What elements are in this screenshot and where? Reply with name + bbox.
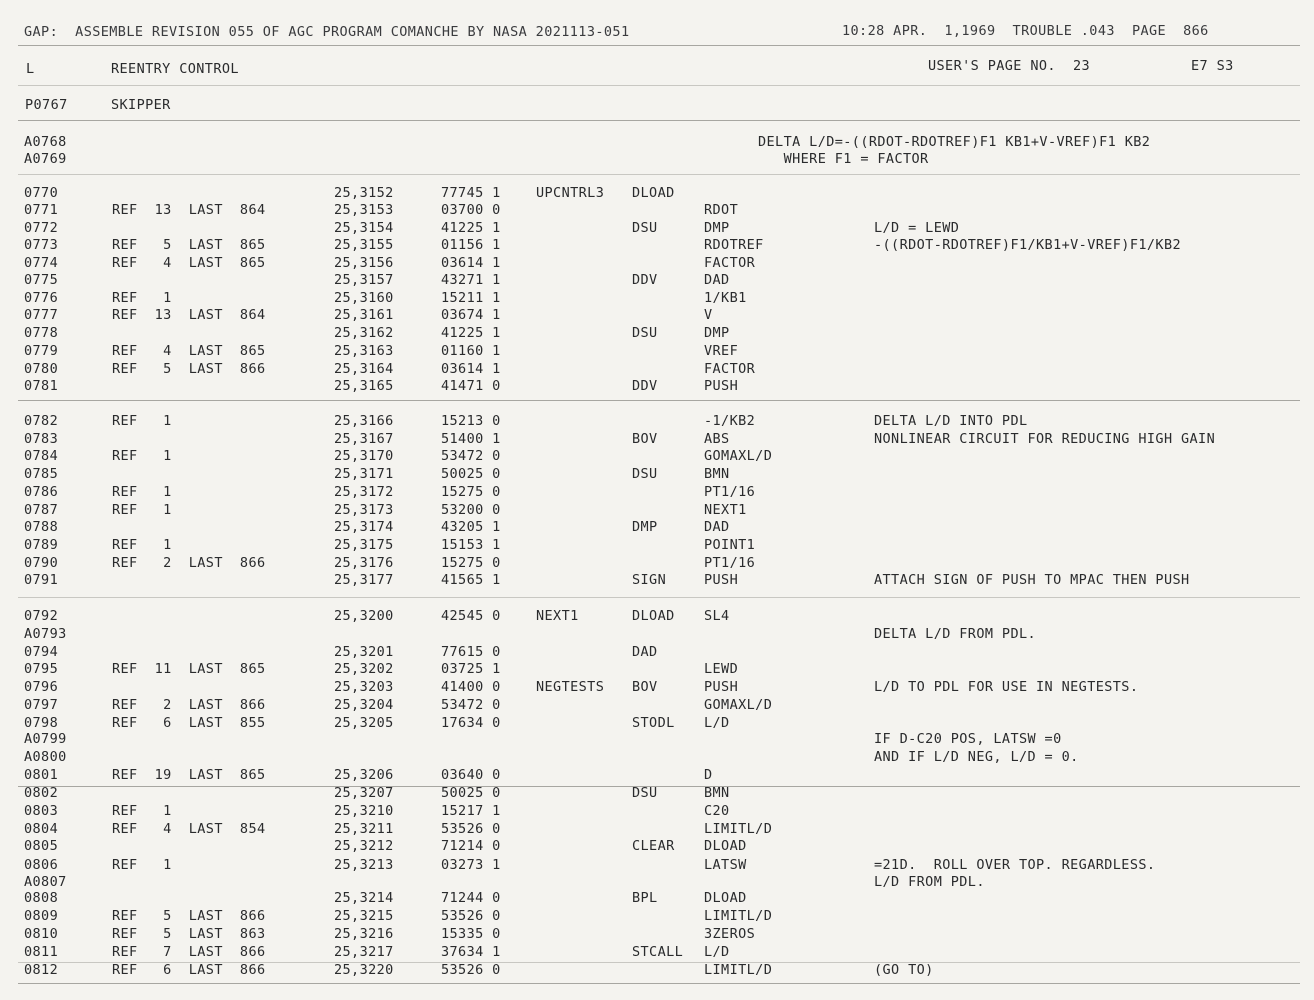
listing-operand: PUSH bbox=[704, 679, 739, 695]
listing-operand: PT1/16 bbox=[704, 555, 756, 571]
listing-cross-reference: REF 1 bbox=[112, 448, 172, 464]
listing-cross-reference: REF 6 LAST 866 bbox=[112, 962, 266, 978]
listing-operand: DAD bbox=[704, 519, 730, 535]
listing-operand: SL4 bbox=[704, 608, 730, 624]
listing-opcode: CLEAR bbox=[632, 838, 675, 854]
paper-rule bbox=[18, 400, 1300, 401]
listing-cross-reference: REF 19 LAST 865 bbox=[112, 767, 266, 783]
paper-rule bbox=[18, 786, 1300, 787]
listing-octal-word: 43205 1 bbox=[441, 519, 501, 535]
listing-address: 25,3210 bbox=[334, 803, 394, 819]
listing-operand: LEWD bbox=[704, 661, 739, 677]
listing-address: 25,3154 bbox=[334, 220, 394, 236]
header-right: 10:28 APR. 1,1969 TROUBLE .043 PAGE 866 bbox=[842, 23, 1209, 39]
listing-cross-reference: REF 4 LAST 854 bbox=[112, 821, 266, 837]
listing-operand: BMN bbox=[704, 466, 730, 482]
listing-octal-word: 03640 0 bbox=[441, 767, 501, 783]
listing-operand: DLOAD bbox=[704, 838, 747, 854]
listing-octal-word: 53526 0 bbox=[441, 908, 501, 924]
listing-operand: DLOAD bbox=[704, 890, 747, 906]
listing-line-number: 0787 bbox=[24, 502, 59, 518]
listing-operand: D bbox=[704, 767, 713, 783]
listing-comment: DELTA L/D INTO PDL bbox=[874, 413, 1028, 429]
listing-line-number: 0797 bbox=[24, 697, 59, 713]
listing-operand: PUSH bbox=[704, 572, 739, 588]
listing-operand: RDOT bbox=[704, 202, 739, 218]
listing-address: 25,3176 bbox=[334, 555, 394, 571]
listing-octal-word: 03273 1 bbox=[441, 857, 501, 873]
listing-operand: LATSW bbox=[704, 857, 747, 873]
listing-line-number: 0779 bbox=[24, 343, 59, 359]
listing-opcode: DLOAD bbox=[632, 608, 675, 624]
listing-opcode: STCALL bbox=[632, 944, 684, 960]
listing-address: 25,3165 bbox=[334, 378, 394, 394]
listing-opcode: DAD bbox=[632, 644, 658, 660]
listing-octal-word: 15211 1 bbox=[441, 290, 501, 306]
listing-operand: LIMITL/D bbox=[704, 821, 773, 837]
listing-octal-word: 37634 1 bbox=[441, 944, 501, 960]
listing-octal-word: 15217 1 bbox=[441, 803, 501, 819]
subheader-mark: L bbox=[26, 61, 35, 77]
listing-octal-word: 03614 1 bbox=[441, 361, 501, 377]
listing-comment: (GO TO) bbox=[874, 962, 934, 978]
listing-address: 25,3172 bbox=[334, 484, 394, 500]
listing-line-number: 0796 bbox=[24, 679, 59, 695]
listing-cross-reference: REF 11 LAST 865 bbox=[112, 661, 266, 677]
listing-cross-reference: REF 5 LAST 863 bbox=[112, 926, 266, 942]
listing-symbol-label: NEGTESTS bbox=[536, 679, 605, 695]
listing-line-number: 0795 bbox=[24, 661, 59, 677]
listing-opcode: DDV bbox=[632, 272, 658, 288]
listing-address: 25,3167 bbox=[334, 431, 394, 447]
listing-address: 25,3160 bbox=[334, 290, 394, 306]
listing-octal-word: 17634 0 bbox=[441, 715, 501, 731]
listing-octal-word: 50025 0 bbox=[441, 466, 501, 482]
listing-octal-word: 71214 0 bbox=[441, 838, 501, 854]
listing-octal-word: 53472 0 bbox=[441, 448, 501, 464]
paper-rule bbox=[18, 45, 1300, 46]
listing-comment: L/D TO PDL FOR USE IN NEGTESTS. bbox=[874, 679, 1139, 695]
listing-octal-word: 15275 0 bbox=[441, 484, 501, 500]
listing-cross-reference: REF 1 bbox=[112, 857, 172, 873]
listing-cross-reference: REF 2 LAST 866 bbox=[112, 697, 266, 713]
listing-operand: GOMAXL/D bbox=[704, 448, 773, 464]
listing-operand: 1/KB1 bbox=[704, 290, 747, 306]
listing-line-number: A0799 bbox=[24, 731, 67, 747]
listing-line-number: 0801 bbox=[24, 767, 59, 783]
listing-octal-word: 03614 1 bbox=[441, 255, 501, 271]
listing-symbol-label: NEXT1 bbox=[536, 608, 579, 624]
listing-address: 25,3213 bbox=[334, 857, 394, 873]
listing-comment: L/D FROM PDL. bbox=[874, 874, 985, 890]
listing-address: 25,3162 bbox=[334, 325, 394, 341]
listing-cross-reference: REF 1 bbox=[112, 290, 172, 306]
listing-address: 25,3153 bbox=[334, 202, 394, 218]
listing-line-number: 0803 bbox=[24, 803, 59, 819]
listing-address: 25,3205 bbox=[334, 715, 394, 731]
listing-comment: DELTA L/D FROM PDL. bbox=[874, 626, 1037, 642]
listing-line-number: 0773 bbox=[24, 237, 59, 253]
listing-address: 25,3155 bbox=[334, 237, 394, 253]
listing-comment: DELTA L/D=-((RDOT-RDOTREF)F1 KB1+V-VREF)F1 KB2 bbox=[758, 134, 1151, 150]
listing-symbol-label: UPCNTRL3 bbox=[536, 185, 605, 201]
listing-line-number: 0783 bbox=[24, 431, 59, 447]
listing-line-number: A0793 bbox=[24, 626, 67, 642]
listing-octal-word: 50025 0 bbox=[441, 785, 501, 801]
listing-cross-reference: REF 2 LAST 866 bbox=[112, 555, 266, 571]
listing-octal-word: 41225 1 bbox=[441, 325, 501, 341]
listing-line-number: 0794 bbox=[24, 644, 59, 660]
listing-comment: IF D-C20 POS, LATSW =0 bbox=[874, 731, 1062, 747]
listing-line-number: 0812 bbox=[24, 962, 59, 978]
listing-octal-word: 71244 0 bbox=[441, 890, 501, 906]
listing-address: 25,3173 bbox=[334, 502, 394, 518]
listing-operand: FACTOR bbox=[704, 255, 756, 271]
listing-octal-word: 01160 1 bbox=[441, 343, 501, 359]
listing-octal-word: 53472 0 bbox=[441, 697, 501, 713]
listing-address: 25,3171 bbox=[334, 466, 394, 482]
listing-address: 25,3174 bbox=[334, 519, 394, 535]
listing-operand: DMP bbox=[704, 220, 730, 236]
listing-opcode: DSU bbox=[632, 785, 658, 801]
listing-octal-word: 51400 1 bbox=[441, 431, 501, 447]
listing-line-number: 0771 bbox=[24, 202, 59, 218]
listing-line-number: 0811 bbox=[24, 944, 59, 960]
listing-cross-reference: REF 13 LAST 864 bbox=[112, 307, 266, 323]
listing-line-number: 0777 bbox=[24, 307, 59, 323]
listing-address: 25,3212 bbox=[334, 838, 394, 854]
listing-address: 25,3164 bbox=[334, 361, 394, 377]
listing-operand: V bbox=[704, 307, 713, 323]
listing-comment: WHERE F1 = FACTOR bbox=[758, 151, 929, 167]
listing-opcode: DLOAD bbox=[632, 185, 675, 201]
user-page-number: USER'S PAGE NO. 23 bbox=[928, 58, 1091, 74]
listing-address: 25,3215 bbox=[334, 908, 394, 924]
listing-octal-word: 41400 0 bbox=[441, 679, 501, 695]
listing-opcode: SIGN bbox=[632, 572, 667, 588]
listing-address: 25,3163 bbox=[334, 343, 394, 359]
listing-cross-reference: REF 6 LAST 855 bbox=[112, 715, 266, 731]
listing-address: 25,3214 bbox=[334, 890, 394, 906]
listing-address: 25,3175 bbox=[334, 537, 394, 553]
listing-line-number: 0792 bbox=[24, 608, 59, 624]
listing-opcode: BPL bbox=[632, 890, 658, 906]
listing-operand: LIMITL/D bbox=[704, 962, 773, 978]
listing-octal-word: 15335 0 bbox=[441, 926, 501, 942]
listing-line-number: A0768 bbox=[24, 134, 67, 150]
listing-opcode: DSU bbox=[632, 466, 658, 482]
listing-cross-reference: REF 7 LAST 866 bbox=[112, 944, 266, 960]
listing-cross-reference: REF 5 LAST 866 bbox=[112, 908, 266, 924]
listing-operand: PUSH bbox=[704, 378, 739, 394]
listing-octal-word: 03725 1 bbox=[441, 661, 501, 677]
listing-line-number: 0810 bbox=[24, 926, 59, 942]
listing-cross-reference: REF 5 LAST 866 bbox=[112, 361, 266, 377]
listing-line-number: 0798 bbox=[24, 715, 59, 731]
listing-operand: 3ZEROS bbox=[704, 926, 756, 942]
listing-cross-reference: REF 5 LAST 865 bbox=[112, 237, 266, 253]
listing-cross-reference: REF 1 bbox=[112, 803, 172, 819]
listing-octal-word: 53526 0 bbox=[441, 821, 501, 837]
paper-rule bbox=[18, 120, 1300, 121]
listing-address: 25,3152 bbox=[334, 185, 394, 201]
listing-address: 25,3203 bbox=[334, 679, 394, 695]
listing-comment: NONLINEAR CIRCUIT FOR REDUCING HIGH GAIN bbox=[874, 431, 1216, 447]
listing-address: 25,3217 bbox=[334, 944, 394, 960]
listing-line-number: 0786 bbox=[24, 484, 59, 500]
listing-operand: ABS bbox=[704, 431, 730, 447]
listing-line-number: 0781 bbox=[24, 378, 59, 394]
listing-octal-word: 01156 1 bbox=[441, 237, 501, 253]
paper-rule bbox=[18, 85, 1300, 86]
listing-opcode: DSU bbox=[632, 325, 658, 341]
title-line-number: P0767 bbox=[25, 97, 68, 113]
listing-operand: NEXT1 bbox=[704, 502, 747, 518]
listing-opcode: DMP bbox=[632, 519, 658, 535]
listing-address: 25,3166 bbox=[334, 413, 394, 429]
listing-line-number: 0809 bbox=[24, 908, 59, 924]
listing-line-number: 0805 bbox=[24, 838, 59, 854]
header-left: GAP: ASSEMBLE REVISION 055 OF AGC PROGRAM COMANCHE BY NASA 2021113-051 bbox=[24, 24, 630, 40]
listing-opcode: DSU bbox=[632, 220, 658, 236]
listing-operand: FACTOR bbox=[704, 361, 756, 377]
listing-address: 25,3206 bbox=[334, 767, 394, 783]
listing-octal-word: 53200 0 bbox=[441, 502, 501, 518]
listing-address: 25,3170 bbox=[334, 448, 394, 464]
listing-line-number: 0772 bbox=[24, 220, 59, 236]
listing-octal-word: 15275 0 bbox=[441, 555, 501, 571]
listing-address: 25,3204 bbox=[334, 697, 394, 713]
listing-line-number: 0785 bbox=[24, 466, 59, 482]
listing-cross-reference: REF 4 LAST 865 bbox=[112, 343, 266, 359]
listing-line-number: 0782 bbox=[24, 413, 59, 429]
listing-address: 25,3177 bbox=[334, 572, 394, 588]
listing-opcode: STODL bbox=[632, 715, 675, 731]
listing-line-number: 0788 bbox=[24, 519, 59, 535]
listing-opcode: BOV bbox=[632, 679, 658, 695]
listing-octal-word: 03700 0 bbox=[441, 202, 501, 218]
listing-cross-reference: REF 4 LAST 865 bbox=[112, 255, 266, 271]
listing-octal-word: 15153 1 bbox=[441, 537, 501, 553]
listing-line-number: 0775 bbox=[24, 272, 59, 288]
listing-line-number: 0778 bbox=[24, 325, 59, 341]
listing-comment: =21D. ROLL OVER TOP. REGARDLESS. bbox=[874, 857, 1156, 873]
listing-octal-word: 53526 0 bbox=[441, 962, 501, 978]
paper-rule bbox=[18, 983, 1300, 984]
section-title: REENTRY CONTROL bbox=[111, 61, 239, 77]
listing-address: 25,3202 bbox=[334, 661, 394, 677]
listing-octal-word: 41471 0 bbox=[441, 378, 501, 394]
listing-operand: L/D bbox=[704, 944, 730, 960]
listing-line-number: 0776 bbox=[24, 290, 59, 306]
listing-line-number: A0800 bbox=[24, 749, 67, 765]
listing-line-number: 0784 bbox=[24, 448, 59, 464]
listing-opcode: BOV bbox=[632, 431, 658, 447]
listing-octal-word: 03674 1 bbox=[441, 307, 501, 323]
section-code: E7 S3 bbox=[1191, 58, 1234, 74]
listing-cross-reference: REF 1 bbox=[112, 537, 172, 553]
listing-address: 25,3161 bbox=[334, 307, 394, 323]
listing-octal-word: 15213 0 bbox=[441, 413, 501, 429]
listing-octal-word: 42545 0 bbox=[441, 608, 501, 624]
listing-line-number: 0780 bbox=[24, 361, 59, 377]
listing-address: 25,3201 bbox=[334, 644, 394, 660]
listing-line-number: 0774 bbox=[24, 255, 59, 271]
listing-line-number: 0802 bbox=[24, 785, 59, 801]
listing-address: 25,3156 bbox=[334, 255, 394, 271]
listing-line-number: A0807 bbox=[24, 874, 67, 890]
listing-operand: -1/KB2 bbox=[704, 413, 756, 429]
listing-line-number: 0770 bbox=[24, 185, 59, 201]
listing-operand: RDOTREF bbox=[704, 237, 764, 253]
listing-line-number: 0791 bbox=[24, 572, 59, 588]
listing-operand: VREF bbox=[704, 343, 739, 359]
listing-octal-word: 41565 1 bbox=[441, 572, 501, 588]
listing-octal-word: 41225 1 bbox=[441, 220, 501, 236]
listing-line-number: 0789 bbox=[24, 537, 59, 553]
listing-line-number: 0804 bbox=[24, 821, 59, 837]
listing-address: 25,3211 bbox=[334, 821, 394, 837]
listing-address: 25,3216 bbox=[334, 926, 394, 942]
listing-address: 25,3200 bbox=[334, 608, 394, 624]
listing-comment: ATTACH SIGN OF PUSH TO MPAC THEN PUSH bbox=[874, 572, 1190, 588]
listing-operand: PT1/16 bbox=[704, 484, 756, 500]
listing-operand: DMP bbox=[704, 325, 730, 341]
listing-octal-word: 43271 1 bbox=[441, 272, 501, 288]
listing-comment: -((RDOT-RDOTREF)F1/KB1+V-VREF)F1/KB2 bbox=[874, 237, 1181, 253]
listing-cross-reference: REF 1 bbox=[112, 484, 172, 500]
listing-operand: L/D bbox=[704, 715, 730, 731]
listing-operand: LIMITL/D bbox=[704, 908, 773, 924]
listing-octal-word: 77615 0 bbox=[441, 644, 501, 660]
listing-line-number: 0808 bbox=[24, 890, 59, 906]
listing-operand: POINT1 bbox=[704, 537, 756, 553]
listing-operand: C20 bbox=[704, 803, 730, 819]
title-line-text: SKIPPER bbox=[111, 97, 171, 113]
listing-address: 25,3207 bbox=[334, 785, 394, 801]
listing-operand: BMN bbox=[704, 785, 730, 801]
listing-opcode: DDV bbox=[632, 378, 658, 394]
listing-cross-reference: REF 13 LAST 864 bbox=[112, 202, 266, 218]
listing-address: 25,3220 bbox=[334, 962, 394, 978]
listing-line-number: 0790 bbox=[24, 555, 59, 571]
listing-cross-reference: REF 1 bbox=[112, 413, 172, 429]
listing-address: 25,3157 bbox=[334, 272, 394, 288]
listing-cross-reference: REF 1 bbox=[112, 502, 172, 518]
listing-line-number: 0806 bbox=[24, 857, 59, 873]
paper-rule bbox=[18, 174, 1300, 175]
listing-line-number: A0769 bbox=[24, 151, 67, 167]
listing-operand: DAD bbox=[704, 272, 730, 288]
listing-comment: L/D = LEWD bbox=[874, 220, 960, 236]
listing-comment: AND IF L/D NEG, L/D = 0. bbox=[874, 749, 1079, 765]
listing-operand: GOMAXL/D bbox=[704, 697, 773, 713]
listing-octal-word: 77745 1 bbox=[441, 185, 501, 201]
paper-rule bbox=[18, 597, 1300, 598]
